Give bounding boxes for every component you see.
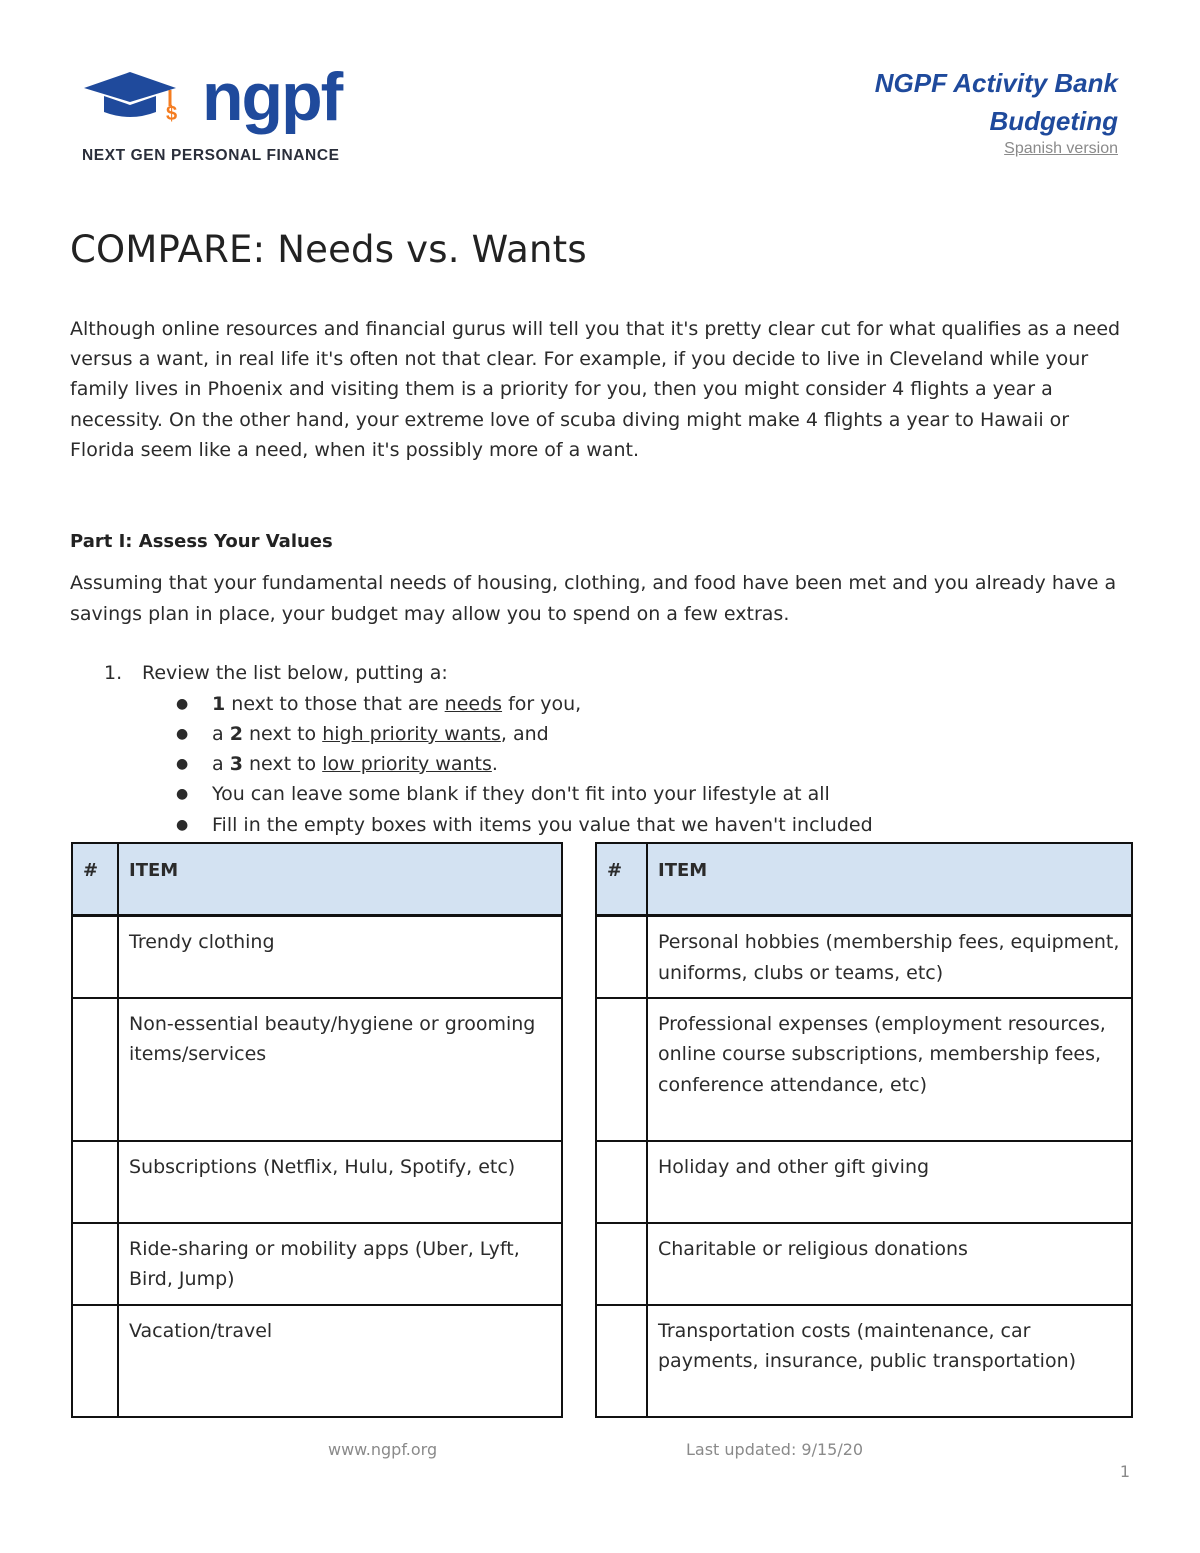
- graduation-cap-icon: [84, 72, 176, 102]
- item-cell: Ride-sharing or mobility apps (Uber, Lyft, Bird, Jump): [118, 1223, 562, 1305]
- logo-tagline: NEXT GEN PERSONAL FINANCE: [82, 147, 340, 164]
- bullet-icon: ●: [176, 756, 189, 772]
- table-row: [596, 1305, 1132, 1417]
- rank-input-cell[interactable]: [72, 1141, 118, 1223]
- item-cell: Trendy clothing: [118, 916, 562, 998]
- table-header-item: ITEM: [647, 843, 1132, 916]
- table-row: [72, 1141, 562, 1223]
- rank-input-cell[interactable]: [72, 1223, 118, 1305]
- page-number: 1: [1119, 1462, 1130, 1481]
- bullet-icon: ●: [176, 726, 189, 742]
- part-1-text: Assuming that your fundamental needs of housing, clothing, and food have been met and you already have a savings plan in place, your budget may allow you to spend on a few extras.: [70, 572, 1117, 625]
- rank-input-cell[interactable]: [596, 916, 647, 998]
- table-row: [596, 1141, 1132, 1223]
- item-cell: Non-essential beauty/hygiene or grooming items/services: [118, 998, 562, 1141]
- step-lead-text: Review the list below, putting a:: [142, 662, 448, 684]
- step-number: 1.: [104, 662, 123, 684]
- page-title: COMPARE: Needs vs. Wants: [70, 228, 587, 271]
- table-row: [72, 998, 562, 1141]
- rank-input-cell[interactable]: [596, 1141, 647, 1223]
- spanish-version-link[interactable]: Spanish version: [1004, 140, 1118, 157]
- dollar-sign-icon: $: [166, 103, 178, 125]
- item-cell: Holiday and other gift giving: [647, 1141, 1132, 1223]
- bullet-icon: ●: [176, 696, 189, 712]
- bullet-icon: ●: [176, 786, 189, 802]
- rank-input-cell[interactable]: [596, 1305, 647, 1417]
- table-row: [72, 1223, 562, 1305]
- item-cell: Charitable or religious donations: [647, 1223, 1132, 1305]
- table-header-number: #: [596, 843, 647, 916]
- table-row: [72, 1305, 562, 1417]
- item-cell: Subscriptions (Netflix, Hulu, Spotify, etc): [118, 1141, 562, 1223]
- activity-bank-header: [875, 64, 1118, 158]
- table-row: [596, 998, 1132, 1141]
- items-table-right: [595, 842, 1133, 1418]
- svg-text:ngpf: ngpf: [202, 62, 342, 135]
- table-header-number: #: [72, 843, 118, 916]
- rank-input-cell[interactable]: [72, 998, 118, 1141]
- table-row: [596, 916, 1132, 998]
- intro-paragraph: Although online resources and financial gurus will tell you that it's pretty clear cut for what qualifies as a need versus a want, in real life it's often not that clear. For example, if you decide to live in Cleveland while your family lives in Phoenix and visiting them is a priority for you, then you might consider 4 flights a year a necessity. On the other hand, your extreme love of scuba diving might make 4 flights a year to Hawaii or Florida seem like a need, when it's possibly more of a want.: [70, 318, 1121, 461]
- bullet-icon: ●: [176, 817, 189, 833]
- table-row: [596, 1223, 1132, 1305]
- rank-input-cell[interactable]: [72, 916, 118, 998]
- rank-input-cell[interactable]: [596, 998, 647, 1141]
- table-row: [72, 916, 562, 998]
- rank-input-cell[interactable]: [596, 1223, 647, 1305]
- items-table-left: [71, 842, 563, 1418]
- topic-title: Budgeting: [989, 106, 1118, 136]
- item-cell: Transportation costs (maintenance, car payments, insurance, public transportation): [647, 1305, 1132, 1417]
- rank-input-cell[interactable]: [72, 1305, 118, 1417]
- item-cell: Professional expenses (employment resources, online course subscriptions, membership fees, conference attendance, etc): [647, 998, 1132, 1141]
- item-cell: Vacation/travel: [118, 1305, 562, 1417]
- part-1-heading: Part I: Assess Your Values: [70, 531, 333, 552]
- footer-last-updated: Last updated: 9/15/20: [686, 1440, 864, 1459]
- activity-bank-title: NGPF Activity Bank: [874, 68, 1118, 98]
- footer-website: www.ngpf.org: [328, 1440, 438, 1459]
- item-cell: Personal hobbies (membership fees, equipment, uniforms, clubs or teams, etc): [647, 916, 1132, 998]
- table-header-item: ITEM: [118, 843, 562, 916]
